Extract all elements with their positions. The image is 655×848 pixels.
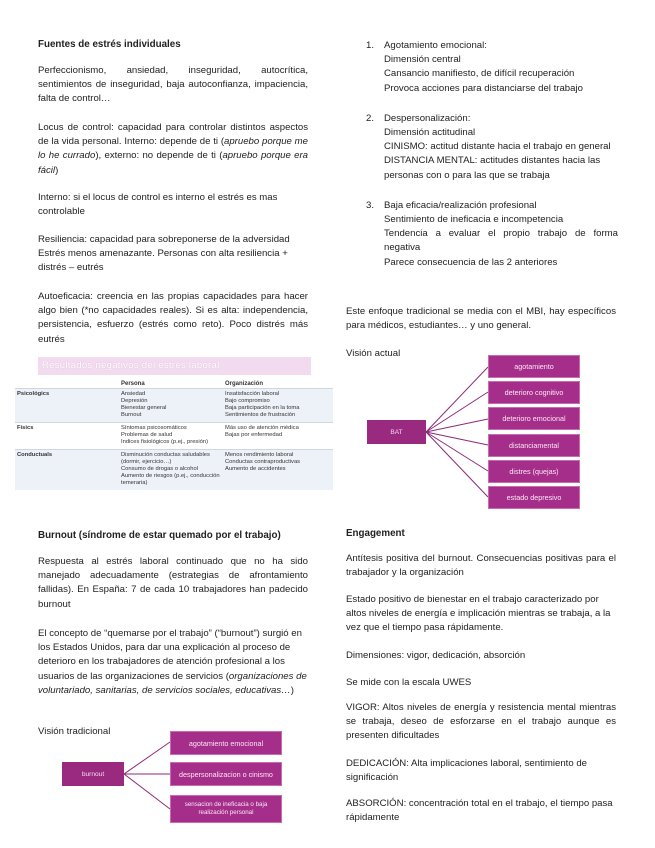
table-cell: Menos rendimiento laboral Conductas contraproductivas Aumento de accidentes [223,450,333,491]
node-deterioro-emocional: deterioro emocional [488,407,580,430]
paragraph-locus [38,121,308,178]
table-col-persona: Persona [121,381,145,387]
table-cell: Síntomas psicosomáticos Problemas de salud Indices fisiológicos (p.ej., presión) [119,423,223,450]
list-item-line: Cansancio manifiesto, de difícil recuperación [384,68,575,80]
paragraph-vigor: VIGOR: Altos niveles de energía y resistencia mental mientras se trabaja, deseo de esforzarse en el trabajo aunque es presenten dificultades [346,702,616,742]
label-vision-actual: Visión actual [346,348,401,359]
connector-line [426,432,488,445]
paragraph-dedicacion: DEDICACIÓN: Alta implicaciones laboral, sentimiento de significación [346,758,588,784]
heading-burnout: Burnout (síndrome de estar quemado por el trabajo) [38,530,281,541]
paragraph-concepto [38,627,310,698]
paragraph-absorcion: ABSORCIÓN: concentración total en el trabajo, el tiempo pasa rápidamente [346,798,613,824]
table-corner [15,381,119,389]
list-item [366,199,618,270]
node-deterioro-cognitivo: deterioro cognitivo [488,381,580,404]
list-item-title: Agotamiento emocional: [384,40,487,51]
node-despersonalizacion: despersonalizacion o cinismo [170,762,282,786]
node-estado-depresivo: estado depresivo [488,486,580,509]
paragraph-interno: Interno: si el locus de control es interno el estrés es mas controlable [38,192,278,218]
table-row [15,423,333,450]
list-item-line: Dimensión central [384,54,461,66]
connector-line [124,742,170,774]
heading-engagement: Engagement [346,528,405,539]
list-number: 2. [366,112,375,124]
connector-line [426,367,488,432]
concepto-text: El concepto de “quemarse por el trabajo” (“burnout”) surgió en los Estados Unidos, para dar una explicación al proceso de deterioro en los trabajadores de atención profesional a los usuarios de las organizaciones de servicios ( [38,628,302,682]
locus-text-end: ) [55,164,59,176]
node-ineficacia: sensacion de ineficacia o baja realización personal [170,795,282,823]
list-number: 3. [366,199,375,211]
node-agotamiento-emocional: agotamiento emocional [170,731,282,755]
table-row-label: Conductuals [15,450,119,491]
burnout-dimensions-list [366,39,618,270]
table-banner-text: Resultados negativos del estrés laboral [42,360,220,371]
table-cell: Más uso de atención médica Bajas por enfermedad [223,423,333,450]
list-item-line: Sentimiento de ineficacia e incompetencia [384,214,564,226]
locus-italic-1: apruebo porque me lo he currado [38,136,308,162]
connector-line [426,432,488,497]
table-cell: Ansiedad Depresión Bienestar general Burnout [119,389,223,423]
paragraph-mbi: Este enfoque tradicional se media con el MBI, hay específicos para médicos, estudiantes… y uno general. [346,306,616,332]
list-item-line: Provoca acciones para distanciarse del trabajo [384,82,583,94]
paragraph-uwes: Se mide con la escala UWES [346,677,472,688]
list-number: 1. [366,40,375,51]
list-item-line: Parece consecuencia de las 2 anteriores [384,256,558,268]
concepto-italic: organizaciones de voluntariado, sanitarias, de servicios sociales, educativas… [38,670,307,696]
concepto-end: ) [290,684,294,696]
list-item-line: DISTANCIA MENTAL: actitudes distantes hacia las personas con o para las que se trabaja [384,155,601,181]
node-distancia-mental: distanciamental [488,434,580,457]
paragraph-perfeccionismo: Perfeccionismo, ansiedad, inseguridad, autocrítica, sentimientos de inseguridad, baja autoconfianza, impaciencia, falta de control… [38,65,308,105]
list-item-line: Dimensión actitudinal [384,127,476,139]
list-item-line: Tendencia a evaluar el propio trabajo de forma negativa [384,228,618,254]
label-vision-tradicional: Visión tradicional [38,726,111,737]
node-bat: BAT [367,420,426,444]
paragraph-respuesta: Respuesta al estrés laboral continuado que no ha sido manejado adecuadamente (estrategias de afrontamiento fallidas). En España: 7 de cada 10 trabajadores han padecido burnout [38,556,308,610]
locus-text-mid: ), externo: no depende de ti ( [95,150,223,162]
locus-text: Locus de control: capacidad para controlar distintos aspectos de la vida personal. Interno: depende de ti ( [38,122,308,148]
list-item [366,112,618,183]
table-cell: Insatisfacción laboral Bajo compromiso Baja participación en la toma Sentimientos de frustración [223,389,333,423]
paragraph-antitesis: Antítesis positiva del burnout. Consecuencias positivas para el trabajador y la organización [346,553,616,579]
list-item [366,39,618,96]
table-cell: Disminución conductas saludables (dormir, ejercicio…) Consumo de drogas o alcohol Aumento de riesgos (p.ej., conducción temeraria) [119,450,223,491]
paragraph-dimensiones: Dimensiones: vigor, dedicación, absorción [346,650,526,661]
list-item-title: Despersonalización: [384,112,471,124]
table-row-label: Físics [15,423,119,450]
table-row-label: Psicológics [15,389,119,423]
table-row [15,450,333,491]
paragraph-estado: Estado positivo de bienestar en el trabajo caracterizado por altos niveles de energía e implicación mientras se trabaja, a la vez que el tiempo pasa rápidamente. [346,594,611,634]
list-item-line: CINISMO: actitud distante hacia el trabajo en general [384,141,611,153]
heading-fuentes: Fuentes de estrés individuales [38,39,181,50]
node-burnout: burnout [62,762,124,786]
node-agotamiento: agotamiento [488,355,580,378]
connector-line [124,774,170,809]
list-item-title: Baja eficacia/realización profesional [384,199,537,211]
table-banner [38,357,311,375]
results-table [15,381,333,490]
paragraph-autoeficacia: Autoeficacia: creencia en las propias capacidades para hacer algo bien (*no capacidades reales). Si es alta: independencia, persistencia, esfuerzo (estrés como reto). Poco distrés más eutrés [38,291,308,345]
node-distres: distres (quejas) [488,460,580,483]
table-col-org: Organización [225,381,264,387]
paragraph-resiliencia: Resiliencia: capacidad para sobreponerse de la adversidad Estrés menos amenazante. Personas con alta resiliencia + distrés – eutrés [38,234,290,274]
locus-italic-2: apruebo porque era fácil [38,150,309,176]
table-row [15,389,333,423]
